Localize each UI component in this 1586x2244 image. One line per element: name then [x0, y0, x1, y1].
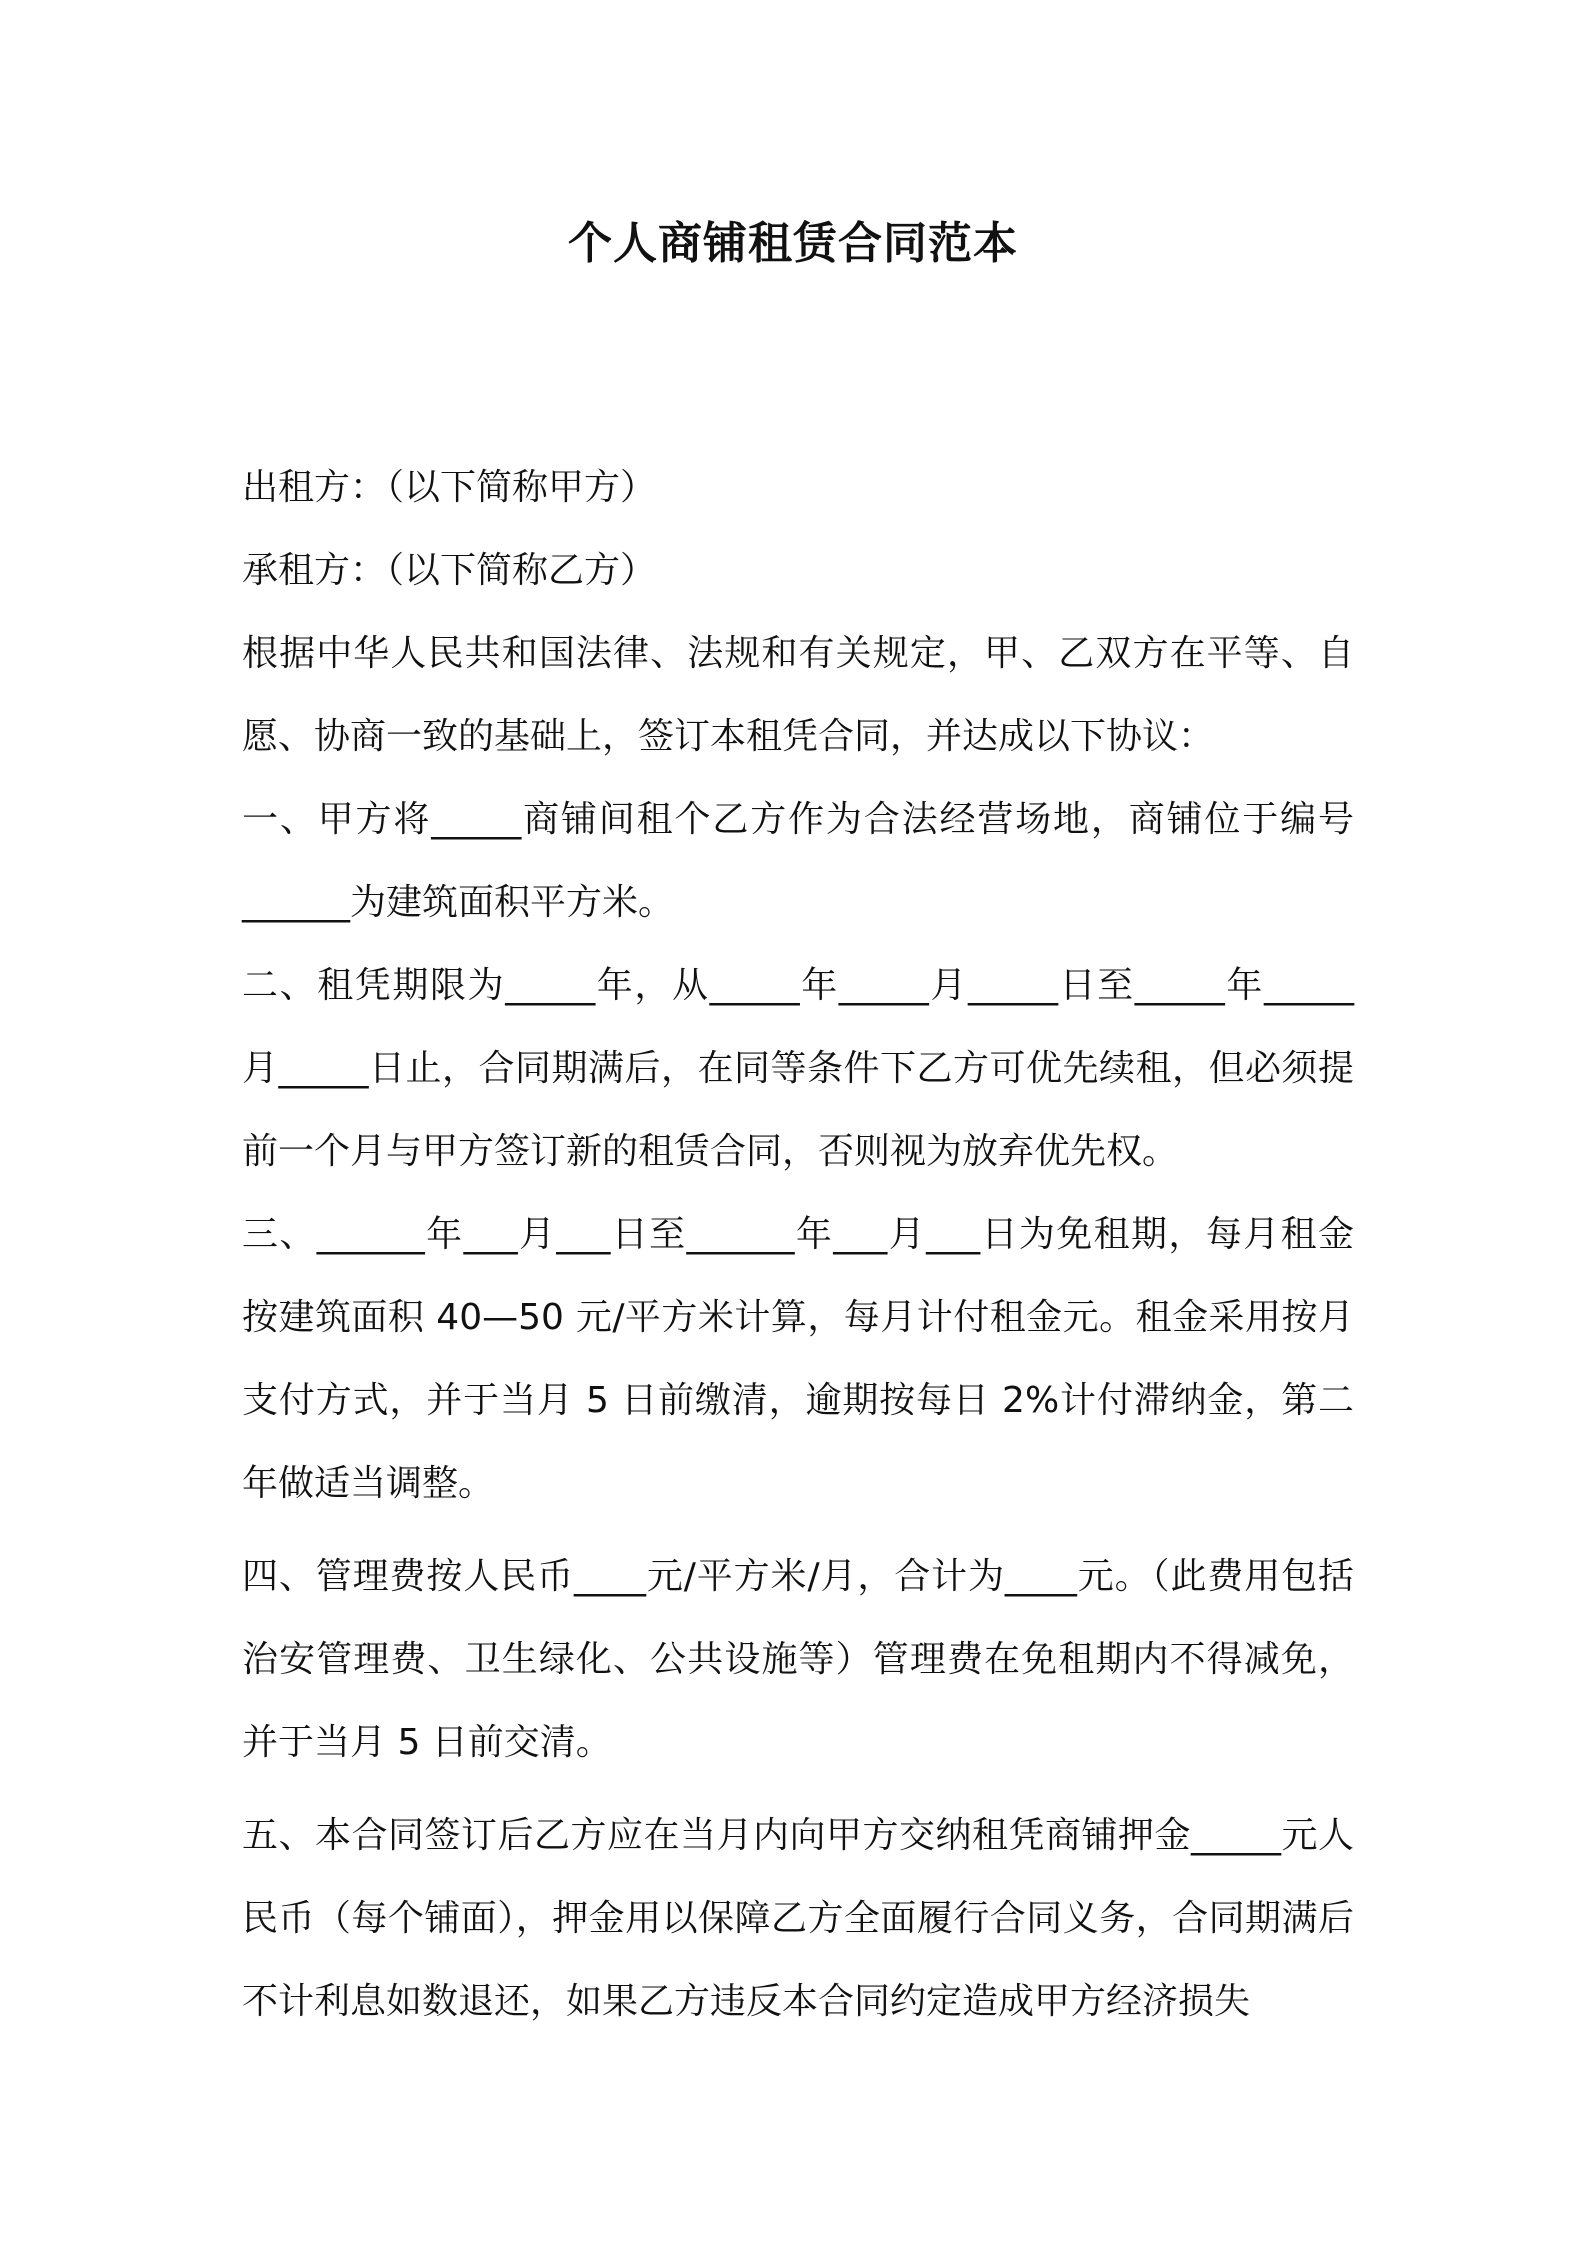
- clause-1: 一、甲方将_____商铺间租个乙方作为合法经营场地，商铺位于编号______为建筑面积平方米。: [242, 799, 1354, 923]
- paragraph-preamble: 根据中华人民共和国法律、法规和有关规定，甲、乙双方在平等、自愿、协商一致的基础上，签订本租凭合同，并达成以下协议：: [242, 633, 1354, 757]
- paragraph-lessee: 承租方：（以下简称乙方）: [242, 550, 657, 591]
- document-title: 个人商铺租赁合同范本: [568, 218, 1018, 269]
- document-body: [242, 446, 1354, 2043]
- clause-2: 二、租凭期限为_____年，从_____年_____月_____日至_____年_____月_____日止，合同期满后，在同等条件下乙方可优先续租，但必须提前一个月与甲方签订新的租赁合同，否则视为放弃优先权。: [242, 965, 1354, 1172]
- clause-5: 五、本合同签订后乙方应在当月内向甲方交纳租凭商铺押金_____元人民币（每个铺面），押金用以保障乙方全面履行合同义务，合同期满后不计利息如数退还，如果乙方违反本合同约定造成甲方经济损失: [242, 1815, 1354, 2022]
- clause-3: 三、______年___月___日至______年___月___日为免租期，每月租金按建筑面积 40—50 元/平方米计算，每月计付租金元。租金采用按月支付方式，并于当月 5 日前缴清，逾期按每日 2%计付滞纳金，第二年做适当调整。: [242, 1214, 1354, 1504]
- paragraph-lessor: 出租方：（以下简称甲方）: [242, 467, 657, 508]
- clause-4: 四、管理费按人民币____元/平方米/月，合计为____元。（此费用包括治安管理费、卫生绿化、公共设施等）管理费在免租期内不得减免，并于当月 5 日前交清。: [242, 1556, 1354, 1763]
